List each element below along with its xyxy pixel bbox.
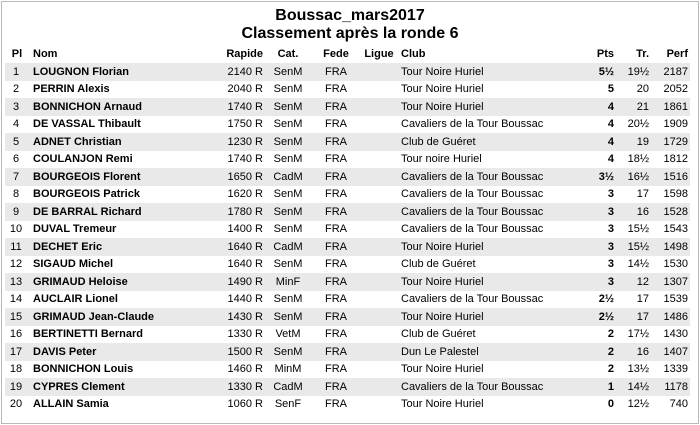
table-row (5, 81, 690, 99)
cell-nom: DE BARRAL Richard (29, 203, 199, 221)
cell-fede: FRA (313, 81, 359, 99)
cell-nom: CYPRES Clement (29, 378, 199, 396)
cell-fede: FRA (313, 378, 359, 396)
cell-pl: 16 (5, 326, 29, 344)
cell-cat: CadM (263, 378, 313, 396)
cell-nom: BONNICHON Arnaud (29, 98, 199, 116)
cell-ligue (359, 133, 399, 151)
cell-perf: 1530 (655, 256, 690, 274)
cell-perf: 1178 (655, 378, 690, 396)
cell-ligue (359, 256, 399, 274)
cell-fede: FRA (313, 186, 359, 204)
table-row (5, 133, 690, 151)
table-row (5, 361, 690, 379)
cell-ligue (359, 238, 399, 256)
cell-rapide: 1780 R (199, 203, 263, 221)
cell-pl: 19 (5, 378, 29, 396)
cell-fede: FRA (313, 151, 359, 169)
cell-tr: 14½ (620, 378, 655, 396)
cell-rapide: 2040 R (199, 81, 263, 99)
cell-perf: 1498 (655, 238, 690, 256)
cell-cat: SenF (263, 396, 313, 414)
cell-ligue (359, 273, 399, 291)
cell-club: Cavaliers de la Tour Boussac (399, 221, 578, 239)
table-row (5, 63, 690, 81)
cell-pts: 3 (578, 221, 620, 239)
cell-tr: 16½ (620, 168, 655, 186)
cell-pl: 9 (5, 203, 29, 221)
cell-nom: BOURGEOIS Patrick (29, 186, 199, 204)
header-ligue: Ligue (364, 48, 394, 60)
cell-cat: SenM (263, 63, 313, 81)
cell-club: Tour Noire Huriel (399, 308, 578, 326)
header-pts: Pts (596, 48, 614, 60)
header-club: Club (401, 48, 426, 60)
cell-fede: FRA (313, 63, 359, 81)
cell-pts: 3 (578, 273, 620, 291)
cell-club: Tour Noire Huriel (399, 81, 578, 99)
cell-club: Club de Guéret (399, 256, 578, 274)
header-tr: Tr. (636, 48, 649, 60)
cell-rapide: 1750 R (199, 116, 263, 134)
cell-club: Tour noire Huriel (399, 151, 578, 169)
cell-cat: SenM (263, 133, 313, 151)
cell-pl: 20 (5, 396, 29, 414)
cell-perf: 1516 (655, 168, 690, 186)
cell-rapide: 1460 R (199, 361, 263, 379)
standings-subtitle: Classement après la ronde 6 (241, 25, 459, 42)
cell-nom: GRIMAUD Heloise (29, 273, 199, 291)
cell-perf: 1539 (655, 291, 690, 309)
cell-rapide: 2140 R (199, 63, 263, 81)
cell-pl: 10 (5, 221, 29, 239)
cell-pts: 3 (578, 186, 620, 204)
cell-perf: 1307 (655, 273, 690, 291)
cell-fede: FRA (313, 361, 359, 379)
cell-club: Tour Noire Huriel (399, 98, 578, 116)
cell-pts: 4 (578, 151, 620, 169)
cell-pl: 18 (5, 361, 29, 379)
cell-nom: DAVIS Peter (29, 343, 199, 361)
header-cat: Cat. (277, 48, 299, 60)
cell-perf: 1861 (655, 98, 690, 116)
cell-fede: FRA (313, 133, 359, 151)
cell-rapide: 1230 R (199, 133, 263, 151)
header-perf: Perf (666, 48, 688, 60)
cell-pts: 5½ (578, 63, 620, 81)
cell-cat: SenM (263, 186, 313, 204)
table-row (5, 221, 690, 239)
cell-cat: VetM (263, 326, 313, 344)
cell-fede: FRA (313, 238, 359, 256)
cell-pts: 3 (578, 203, 620, 221)
cell-pts: 3 (578, 256, 620, 274)
cell-cat: SenM (263, 308, 313, 326)
table-row (5, 326, 690, 344)
cell-perf: 2187 (655, 63, 690, 81)
cell-nom: BOURGEOIS Florent (29, 168, 199, 186)
cell-rapide: 1650 R (199, 168, 263, 186)
table-row (5, 168, 690, 186)
cell-ligue (359, 63, 399, 81)
cell-tr: 12 (620, 273, 655, 291)
cell-perf: 1407 (655, 343, 690, 361)
table-row (5, 238, 690, 256)
cell-club: Club de Guéret (399, 326, 578, 344)
cell-cat: CadM (263, 168, 313, 186)
cell-ligue (359, 396, 399, 414)
cell-pts: 1 (578, 378, 620, 396)
cell-pl: 5 (5, 133, 29, 151)
cell-rapide: 1490 R (199, 273, 263, 291)
cell-ligue (359, 326, 399, 344)
table-row (5, 343, 690, 361)
table-row (5, 98, 690, 116)
tournament-title: Boussac_mars2017 (275, 7, 425, 24)
cell-rapide: 1440 R (199, 291, 263, 309)
cell-nom: ADNET Christian (29, 133, 199, 151)
cell-fede: FRA (313, 273, 359, 291)
cell-cat: SenM (263, 256, 313, 274)
cell-pts: 4 (578, 116, 620, 134)
cell-club: Cavaliers de la Tour Boussac (399, 378, 578, 396)
cell-perf: 1543 (655, 221, 690, 239)
cell-nom: AUCLAIR Lionel (29, 291, 199, 309)
cell-pl: 3 (5, 98, 29, 116)
cell-club: Dun Le Palestel (399, 343, 578, 361)
table-row (5, 378, 690, 396)
cell-ligue (359, 221, 399, 239)
cell-cat: MinF (263, 273, 313, 291)
cell-cat: SenM (263, 291, 313, 309)
cell-perf: 740 (655, 396, 690, 414)
cell-pts: 2 (578, 343, 620, 361)
cell-nom: DECHET Eric (29, 238, 199, 256)
cell-rapide: 1640 R (199, 256, 263, 274)
cell-pl: 11 (5, 238, 29, 256)
cell-tr: 20½ (620, 116, 655, 134)
cell-tr: 13½ (620, 361, 655, 379)
table-row (5, 396, 690, 414)
cell-fede: FRA (313, 116, 359, 134)
cell-cat: SenM (263, 116, 313, 134)
table-row (5, 291, 690, 309)
cell-tr: 20 (620, 81, 655, 99)
cell-nom: COULANJON Remi (29, 151, 199, 169)
cell-tr: 21 (620, 98, 655, 116)
cell-club: Club de Guéret (399, 133, 578, 151)
cell-pts: 2½ (578, 291, 620, 309)
cell-fede: FRA (313, 203, 359, 221)
table-header-row (5, 45, 690, 63)
cell-fede: FRA (313, 221, 359, 239)
cell-fede: FRA (313, 168, 359, 186)
cell-ligue (359, 116, 399, 134)
cell-tr: 17 (620, 291, 655, 309)
cell-fede: FRA (313, 396, 359, 414)
cell-ligue (359, 308, 399, 326)
cell-pl: 8 (5, 186, 29, 204)
cell-tr: 17 (620, 186, 655, 204)
cell-rapide: 1400 R (199, 221, 263, 239)
header-fede: Fede (323, 48, 349, 60)
cell-ligue (359, 203, 399, 221)
table-row (5, 151, 690, 169)
cell-rapide: 1060 R (199, 396, 263, 414)
cell-perf: 1598 (655, 186, 690, 204)
standings-table (5, 45, 690, 413)
cell-pts: 5 (578, 81, 620, 99)
table-row (5, 308, 690, 326)
cell-pts: 2½ (578, 308, 620, 326)
cell-nom: PERRIN Alexis (29, 81, 199, 99)
cell-cat: MinM (263, 361, 313, 379)
cell-nom: LOUGNON Florian (29, 63, 199, 81)
cell-ligue (359, 343, 399, 361)
cell-tr: 15½ (620, 238, 655, 256)
cell-club: Tour Noire Huriel (399, 238, 578, 256)
cell-pl: 6 (5, 151, 29, 169)
cell-fede: FRA (313, 291, 359, 309)
cell-nom: BONNICHON Louis (29, 361, 199, 379)
cell-club: Cavaliers de la Tour Boussac (399, 291, 578, 309)
cell-tr: 17 (620, 308, 655, 326)
cell-pl: 4 (5, 116, 29, 134)
cell-nom: ALLAIN Samia (29, 396, 199, 414)
cell-pts: 3 (578, 238, 620, 256)
cell-nom: GRIMAUD Jean-Claude (29, 308, 199, 326)
cell-fede: FRA (313, 98, 359, 116)
cell-tr: 19½ (620, 63, 655, 81)
cell-perf: 1909 (655, 116, 690, 134)
cell-rapide: 1430 R (199, 308, 263, 326)
cell-tr: 17½ (620, 326, 655, 344)
cell-perf: 1812 (655, 151, 690, 169)
cell-tr: 18½ (620, 151, 655, 169)
cell-rapide: 1620 R (199, 186, 263, 204)
cell-rapide: 1740 R (199, 151, 263, 169)
cell-cat: SenM (263, 81, 313, 99)
cell-nom: DE VASSAL Thibault (29, 116, 199, 134)
cell-ligue (359, 361, 399, 379)
cell-rapide: 1500 R (199, 343, 263, 361)
table-row (5, 186, 690, 204)
cell-fede: FRA (313, 256, 359, 274)
cell-club: Cavaliers de la Tour Boussac (399, 168, 578, 186)
cell-cat: SenM (263, 151, 313, 169)
cell-club: Tour Noire Huriel (399, 63, 578, 81)
cell-ligue (359, 186, 399, 204)
cell-ligue (359, 151, 399, 169)
cell-tr: 14½ (620, 256, 655, 274)
cell-ligue (359, 378, 399, 396)
cell-perf: 1339 (655, 361, 690, 379)
header-nom: Nom (33, 48, 58, 60)
cell-fede: FRA (313, 343, 359, 361)
cell-tr: 19 (620, 133, 655, 151)
cell-rapide: 1640 R (199, 238, 263, 256)
cell-cat: SenM (263, 221, 313, 239)
cell-ligue (359, 168, 399, 186)
cell-tr: 16 (620, 203, 655, 221)
cell-club: Tour Noire Huriel (399, 361, 578, 379)
cell-perf: 1729 (655, 133, 690, 151)
cell-pts: 3½ (578, 168, 620, 186)
cell-club: Cavaliers de la Tour Boussac (399, 116, 578, 134)
header-rapide: Rapide (226, 48, 263, 60)
cell-cat: CadM (263, 238, 313, 256)
cell-cat: SenM (263, 343, 313, 361)
cell-tr: 15½ (620, 221, 655, 239)
cell-cat: SenM (263, 98, 313, 116)
cell-ligue (359, 81, 399, 99)
cell-pl: 14 (5, 291, 29, 309)
cell-fede: FRA (313, 308, 359, 326)
cell-tr: 12½ (620, 396, 655, 414)
cell-perf: 2052 (655, 81, 690, 99)
cell-cat: SenM (263, 203, 313, 221)
cell-club: Cavaliers de la Tour Boussac (399, 186, 578, 204)
cell-pts: 0 (578, 396, 620, 414)
cell-rapide: 1330 R (199, 378, 263, 396)
cell-club: Tour Noire Huriel (399, 396, 578, 414)
cell-club: Tour Noire Huriel (399, 273, 578, 291)
cell-nom: SIGAUD Michel (29, 256, 199, 274)
cell-pl: 15 (5, 308, 29, 326)
cell-perf: 1430 (655, 326, 690, 344)
cell-pl: 13 (5, 273, 29, 291)
cell-rapide: 1330 R (199, 326, 263, 344)
header-pl: Pl (11, 48, 23, 60)
cell-rapide: 1740 R (199, 98, 263, 116)
cell-nom: DUVAL Tremeur (29, 221, 199, 239)
cell-pts: 4 (578, 98, 620, 116)
table-row (5, 203, 690, 221)
cell-perf: 1486 (655, 308, 690, 326)
cell-fede: FRA (313, 326, 359, 344)
cell-pts: 2 (578, 361, 620, 379)
table-row (5, 256, 690, 274)
cell-ligue (359, 98, 399, 116)
table-row (5, 273, 690, 291)
cell-perf: 1528 (655, 203, 690, 221)
cell-pts: 2 (578, 326, 620, 344)
cell-pl: 17 (5, 343, 29, 361)
cell-pl: 7 (5, 168, 29, 186)
cell-nom: BERTINETTI Bernard (29, 326, 199, 344)
cell-pl: 12 (5, 256, 29, 274)
cell-pts: 4 (578, 133, 620, 151)
cell-tr: 16 (620, 343, 655, 361)
cell-ligue (359, 291, 399, 309)
cell-club: Cavaliers de la Tour Boussac (399, 203, 578, 221)
cell-pl: 2 (5, 81, 29, 99)
table-row (5, 116, 690, 134)
cell-pl: 1 (5, 63, 29, 81)
